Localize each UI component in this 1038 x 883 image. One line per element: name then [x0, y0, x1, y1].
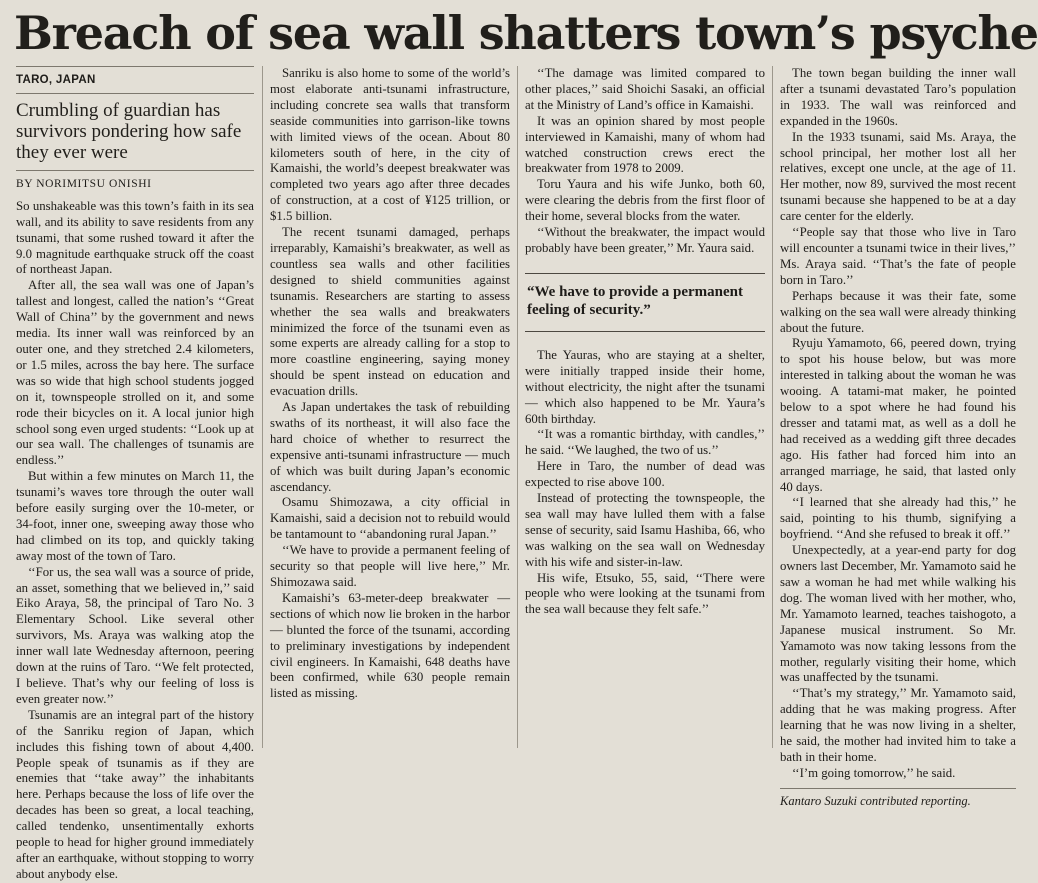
paragraph: After all, the sea wall was one of Japan’s tallest and longest, called the nation’s ‘‘Great Wall of China’’ by the government and news media. Its inner wall was reinforced by an outer one, and they stretched 2.4 kilometers, or 1.5 miles, across the bay here. The surface was so wide that high school students jogged on it, townspeople strolled on it, and some rode their bicycles on it. A local junior high school song even urged students: ‘‘Look up at our sea wall. The challenges of tsunamis are endless.’’ — [16, 278, 254, 468]
paragraph: So unshakeable was this town’s faith in its sea wall, and its ability to save residents from any tsunami, that some rushed toward it after the 9.0 magnitude earthquake struck off the coast of northeast Japan. — [16, 198, 254, 277]
paragraph: It was an opinion shared by most people interviewed in Kamaishi, many of whom had watched construction crews erect the breakwater from 1978 to 2009. — [525, 113, 765, 176]
column-3 — [525, 66, 765, 750]
paragraph: ‘‘People say that those who live in Taro will encounter a tsunami twice in their lives,’’ Ms. Araya said. ‘‘That’s the fate of people born in Taro.’’ — [780, 225, 1016, 287]
paragraph: As Japan undertakes the task of rebuilding swaths of its northeast, it will also face the hard choice of whether to resurrect the expensive anti-tsunami infrastructure — much of which was built during Japan’s economic ascendancy. — [270, 400, 510, 494]
paragraph: The Yauras, who are staying at a shelter, were initially trapped inside their home, without electricity, the night after the tsunami — which also happened to be Mr. Yaura’s 60th birthday. — [525, 347, 765, 426]
column-1 — [16, 66, 254, 881]
byline: BY NORIMITSU ONISHI — [16, 177, 152, 190]
column-2 — [270, 66, 510, 750]
paragraph: The recent tsunami damaged, perhaps irreparably, Kamaishi’s breakwater, as well as countless sea walls and other facilities designed to shield communities against tsunamis. Researchers are starting to assess whether the sea walls and breakwaters minimized the force of the tsunami even as some experts are already calling for a stop to more coastline engineering, saying money should be spent instead on education and evacuation drills. — [270, 225, 510, 399]
paragraph: ‘‘Without the breakwater, the impact would probably have been greater,’’ Mr. Yaura said. — [525, 225, 765, 255]
paragraph: In the 1933 tsunami, said Ms. Araya, the school principal, her mother lost all her relatives, except one uncle, at the age of 11. Her mother, now 89, survived the most recent tsunami because she happened to be at a day care center for the elderly. — [780, 129, 1016, 224]
dateline: TARO, JAPAN — [16, 74, 96, 86]
paragraph: ‘‘The damage was limited compared to other places,’’ said Shoichi Sasaki, an official at the Ministry of Land’s office in Kamaishi. — [525, 66, 765, 112]
column-divider — [772, 66, 773, 748]
paragraph: Ryuju Yamamoto, 66, peered down, trying to spot his house below, but was more interested in talking about the woman he was wooing. A tatami-mat maker, he pointed below to a spot where he had found his dresser and tatami mat, as well as a doll he had received as a wedding gift three decades ago. His father had forced him into an arranged marriage, he said, that lasted only 40 days. — [780, 336, 1016, 494]
column-divider — [517, 66, 518, 748]
paragraph: Toru Yaura and his wife Junko, both 60, were clearing the debris from the first floor of their home, several blocks from the water. — [525, 177, 765, 224]
paragraph: Instead of protecting the townspeople, the sea wall may have lulled them with a false sense of security, said Isamu Hashiba, 66, who was walking on the sea wall on Wednesday with his wife and sister-in-law. — [525, 491, 765, 569]
column-divider — [262, 66, 263, 748]
reporting-credit: Kantaro Suzuki contributed reporting. — [780, 788, 1016, 810]
paragraph: Osamu Shimozawa, a city official in Kamaishi, said a decision not to rebuild would be tantamount to ‘‘abandoning rural Japan.’’ — [270, 495, 510, 542]
paragraph: ‘‘That’s my strategy,’’ Mr. Yamamoto said, adding that he was making progress. After learning that he was now living in a shelter, he said, the mother had invited him to take a bath in their home. — [780, 686, 1016, 764]
paragraph: ‘‘I’m going tomorrow,’’ he said. — [792, 765, 956, 780]
column-4 — [780, 66, 1016, 808]
paragraph: Kamaishi’s 63-meter-deep breakwater — sections of which now lie broken in the harbor — blunted the force of the tsunami, according to preliminary investigations by independent civil engineers. In Kamaishi, 648 deaths have been confirmed, while 630 people remain listed as missing. — [270, 590, 510, 701]
paragraph: ‘‘It was a romantic birthday, with candles,’’ he said. ‘‘We laughed, the two of us.’’ — [525, 427, 765, 458]
paragraph: Sanriku is also home to some of the world’s most elaborate anti-tsunami infrastructure, including concrete sea walls that transform seaside communities into garrison-like towns with limited views of the ocean. About 80 kilometers south of here, in the city of Kamaishi, the world’s deepest breakwater was completed two years ago after three decades of construction, at a cost of ¥125 trillion, or $1.5 billion. — [270, 66, 510, 224]
paragraph: Tsunamis are an integral part of the history of the Sanriku region of Japan, which includes this fishing town of about 4,400. People speak of tsunamis as if they are enemies that ‘‘take away’’ the inhabitants here. Perhaps because the loss of life over the decades has been so great, a local teaching, called tendenko, unsentimentally exhorts people to head for higher ground immediately after an earthquake, without stopping to worry about anybody else. — [16, 707, 254, 881]
paragraph: ‘‘I learned that she already had this,’’ he said, pointing to his thumb, signifying a boyfriend. ‘‘And she refused to break it off.’’ — [780, 495, 1016, 542]
divider — [16, 93, 254, 94]
headline: Breach of sea wall shatters town’s psyche — [14, 6, 1038, 60]
paragraph: But within a few minutes on March 11, the tsunami’s waves tore through the outer wall before easily surging over the 10-meter, or 34-foot, inner one, sweeping away those who had climbed on its top, and quickly taking away most of the town of Taro. — [16, 469, 254, 563]
paragraph: Here in Taro, the number of dead was expected to rise above 100. — [525, 459, 765, 490]
paragraph: His wife, Etsuko, 55, said, ‘‘There were people who were looking at the tsunami from the sea wall because they felt safe.’’ — [525, 570, 765, 617]
divider — [16, 66, 254, 67]
paragraph: ‘‘We have to provide a permanent feeling of security so that people will live here,’’ Mr. Shimozawa said. — [270, 543, 510, 589]
divider — [16, 170, 254, 171]
paragraph: The town began building the inner wall after a tsunami devastated Taro’s population in 1933. The wall was reinforced and expanded in the 1960s. — [780, 66, 1016, 128]
deck: Crumbling of guardian has survivors pondering how safe they ever were — [16, 99, 242, 163]
paragraph: Perhaps because it was their fate, some walking on the sea wall were already thinking about the future. — [780, 288, 1016, 335]
paragraph: ‘‘For us, the sea wall was a source of pride, an asset, something that we believed in,’’ said Eiko Araya, 58, the principal of Taro No. 3 Elementary School. Like several other survivors, Ms. Araya was walking atop the inner wall late Wednesday afternoon, peering down at the ruins of Taro. ‘‘We felt protected, I believe. That’s why our feeling of loss is even greater now.’’ — [16, 564, 254, 706]
paragraph: Unexpectedly, at a year-end party for dog owners last December, Mr. Yamamoto said he saw a woman he had met while walking his dog. The woman lived with her mother, who, Mr. Yamamoto learned, teaches taishogoto, a Japanese musical instrument. So Mr. Yamamoto was now taking lessons from the mother, regularly visiting their home, which was unaffected by the tsunami. — [780, 543, 1016, 685]
pull-quote: “We have to provide a permanent feeling of security.” — [525, 273, 765, 332]
